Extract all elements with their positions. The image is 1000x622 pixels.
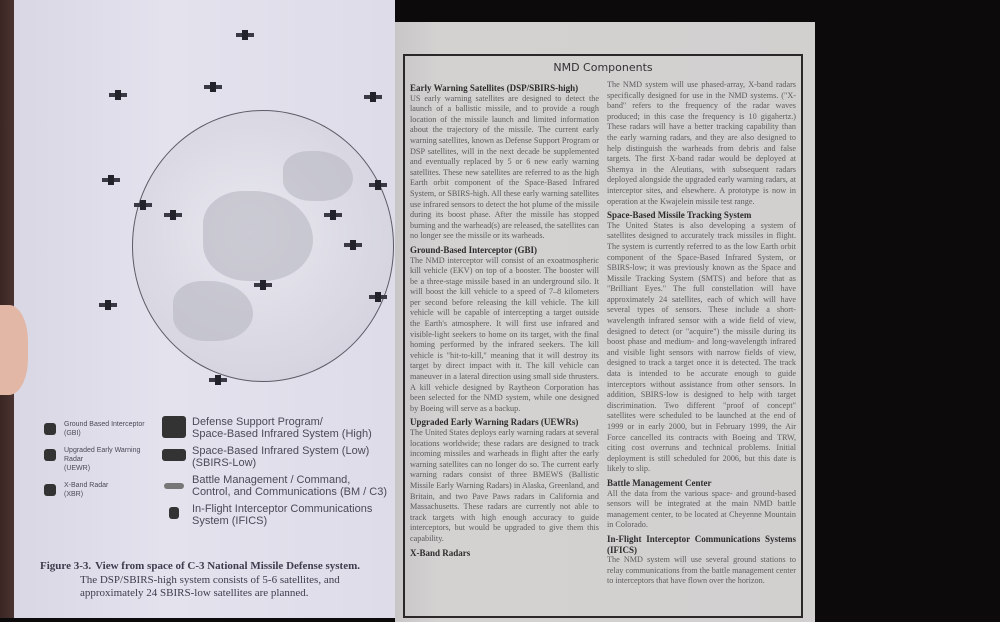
section-body: The United States deploys early warning radars at several locations worldwide; these radars are designed to track incoming missiles and warheads in flight after the early warning satellites can no longer do so. The current early warning radars consist of three BMEWS (Ballistic Missile Early Warning Radars) in Alaska, Greenland, and Britain, and two Pave Paws radars in California and Massachusetts. These radars are currently not able to track targets with high enough accuracy to guide interceptors, but would be upgraded to give them this capability. [410, 428, 599, 543]
section-body: US early warning satellites are designed to detect the launch of a ballistic missile, and to provide a rough location of the missile launch and limited information about the trajectory of the missile. The current early warning satellites, known as Defense Support Program or DSP satellites, will in the next decade be supplemented and eventually replaced by 5 or 6 new early warning satellites. These new satellites are referred to as the high Earth orbit component of the Space-Based Infrared System, or SBIRS-high. All these early warning satellites use infrared sensors to detect the hot plume of the missile during its boost phase. After the missile has stopped burning and the warhead(s) are released, the satellites can no longer see the missile or its warheads. [410, 93, 599, 241]
legend-label: Space-Based Infrared System (Low) [192, 445, 370, 457]
satellite-icon [102, 175, 120, 185]
gbi-icon [44, 423, 56, 435]
bmc3-icon [164, 483, 184, 489]
legend-label: X-Band Radar [64, 482, 109, 489]
section-body: The NMD system will use several ground stations to relay communications from the battle management center to interceptors that have flown over the horizon. [607, 555, 796, 586]
dsp-satellite-icon [162, 416, 186, 438]
section-body: The United States is also developing a system of satellites designed to accurately track missiles in flight. The system is currently referred to as the low Earth orbit component of the Space-Based Infrared System, or SBIRS-low; it was previously known as the Space and Missile Tracking System (SMTS) and before that as "Brilliant Eyes." The full constellation will have approximately 24 satellites, each of which will have several types of sensors. These include a short-wavelength infrared sensor with a wide field of view, designed to detect (or "acquire") the missile during its boost phase and medium- and long-wavelength infrared and visible light sensors with narrow fields of view, designed to track a target once it is detected. The track data is intended to be accurate enough to guide interceptors without assistance from other sensors. In addition, SBIRS-low is designed to help with target discrimination. Two different "proof of concept" satellites were scheduled to be launched at the end of 1999 or in early 2000, but in February 1999, the Air Force cancelled its contracts with Boeing and TRW, citing cost overruns and technical problems. Initial deployment is still scheduled for 2006, but this date is likely to slip. [607, 220, 796, 474]
legend-label: Upgraded Early Warning Radar [64, 447, 141, 463]
satellite-icon [109, 90, 127, 100]
section-body: The NMD interceptor will consist of an exoatmospheric kill vehicle (EKV) on top of a booster. The booster will be a three-stage missile based in an underground silo. It will boost the kill vehicle to a speed of 7–8 kilometers per second before releasing the kill vehicle. The kill vehicle will be capable of intercepting a target outside the Earth's atmosphere. It will first use infrared and visible-light seekers to home on its target, with the final homing performed by the infrared seekers. The kill vehicle is "hit-to-kill," meaning that it will destroy its target by direct impact with it. The kill vehicle can maneuver in a lateral direction using small side thrusters. A kill vehicle designed by Raytheon Corporation has been selected for the NMD system, while one designed by Boeing will serve as a backup. [410, 255, 599, 413]
satellite-icon [134, 200, 152, 210]
satellite-icon [369, 292, 387, 302]
satellite-icon [164, 210, 182, 220]
section-body: All the data from the various space- and ground-based sensors will be integrated at the main NMD battle management center, to be located at Cheyenne Mountain in Colorado. [607, 488, 796, 530]
ifics-icon [169, 507, 179, 519]
satellite-icon [369, 180, 387, 190]
legend-abbr: (GBI) [64, 430, 81, 437]
satellite-icon [344, 240, 362, 250]
section-heading: Space-Based Missile Tracking System [607, 210, 752, 221]
nmd-components-box [403, 54, 803, 618]
column-right [607, 80, 796, 587]
legend-label: Battle Management / Command, [192, 474, 351, 486]
legend-left [40, 420, 158, 504]
column-left [410, 80, 599, 587]
satellite-icon [254, 280, 272, 290]
legend-abbr: (XBR) [64, 491, 84, 498]
section-heading: Ground-Based Interceptor (GBI) [410, 244, 538, 255]
figure-text: The DSP/SBIRS-high system consists of 5-6 satellites, and approximately 24 SBIRS-low satellites are planned. [80, 574, 340, 599]
satellite-icon [236, 30, 254, 40]
section-heading: Battle Management Center [607, 477, 712, 488]
box-title: NMD Components [553, 61, 653, 74]
section-heading: In-Flight Interceptor Communications Systems (IFICS) [607, 533, 796, 555]
section-heading: Early Warning Satellites (DSP/SBIRS-high) [410, 83, 579, 93]
legend-abbr: Space-Based Infrared System (High) [192, 428, 372, 440]
satellite-icon [364, 92, 382, 102]
section-body: The NMD system will use phased-array, X-band radars specifically designed for use in the NMD systems. ("X-band" refers to the frequency of the radar waves produced; in this case the frequency is 10 gigahertz.) These radars will have a better tracking capability than the early warning radars, and they are also designed to help distinguish the warheads from debris and false targets. The first X-band radar would be deployed at Shemya in the Aleutians, with subsequent radars deployed alongside the upgraded early warning radars, at interceptor sites, and elsewhere. A prototype is now in operation at the Kwajelein missile test range. [607, 80, 796, 206]
legend-label: Ground Based Interceptor [64, 421, 145, 428]
satellite-icon [324, 210, 342, 220]
legend-abbr: Control, and Communications (BM / C3) [192, 486, 388, 498]
xbr-icon [44, 484, 56, 496]
legend-abbr: (UEWR) [64, 465, 91, 472]
legend-right [162, 416, 394, 532]
figure-caption [40, 556, 390, 600]
legend-label: Defense Support Program/ [192, 416, 323, 428]
figure-number: Figure 3-3. [40, 560, 92, 572]
left-page [14, 0, 395, 618]
legend-label: In-Flight Interceptor Communications [192, 503, 373, 515]
figure-title: View from space of C-3 National Missile Defense system. [95, 560, 360, 572]
section-heading: Upgraded Early Warning Radars (UEWRs) [410, 417, 579, 428]
uewr-icon [44, 449, 56, 461]
legend-abbr: System (IFICS) [192, 515, 268, 527]
satellite-icon [209, 375, 227, 385]
right-page [395, 22, 815, 622]
sbirs-low-satellite-icon [162, 449, 186, 461]
legend-abbr: (SBIRS-Low) [192, 457, 257, 469]
satellite-icon [99, 300, 117, 310]
satellite-icon [204, 82, 222, 92]
section-heading: X-Band Radars [410, 547, 471, 558]
